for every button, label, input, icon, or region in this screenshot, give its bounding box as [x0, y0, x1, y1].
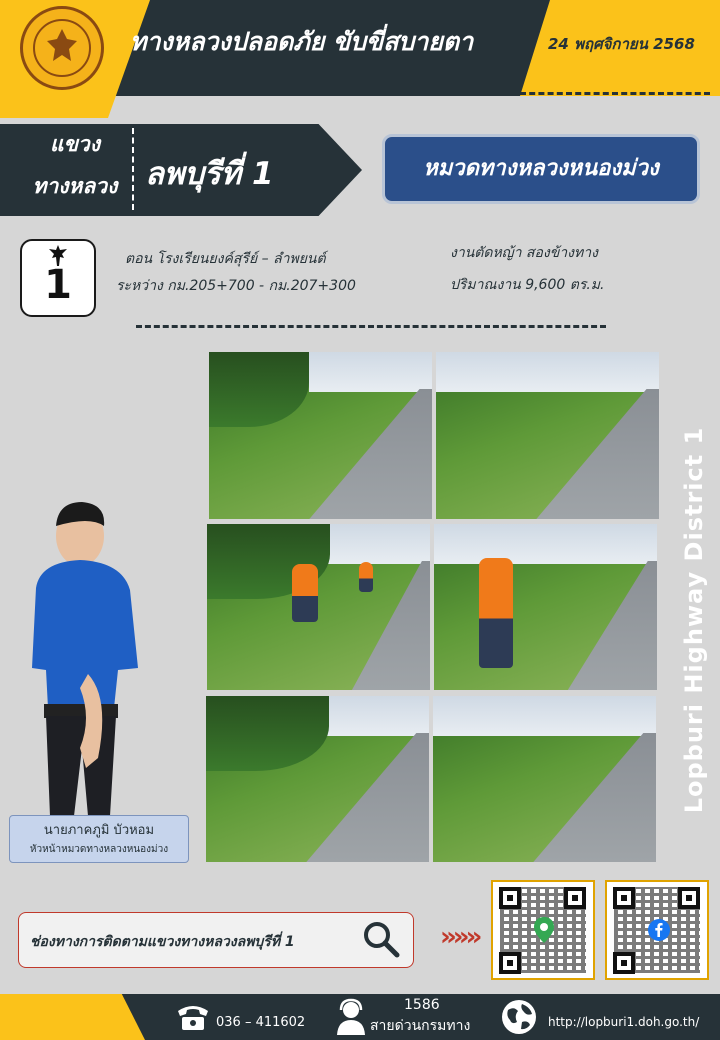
work-type: งานตัดหญ้า สองข้างทาง	[450, 245, 598, 261]
work-photo-2	[436, 352, 659, 519]
map-pin-icon	[533, 916, 555, 944]
header-title: ทางหลวงปลอดภัย ขับขี่สบายตา	[130, 27, 474, 56]
section-divider	[136, 325, 606, 328]
district-label-line2: ทางหลวง	[32, 174, 118, 198]
route-section: ตอน โรงเรียนยงค์สุรีย์ – ลำพยนต์	[125, 251, 326, 267]
search-icon	[360, 918, 402, 960]
header-date: 24 พฤศจิกายน 2568	[548, 35, 695, 53]
footer-accent	[0, 994, 145, 1040]
person-position: หัวหน้าหมวดทางหลวงหนองม่วง	[29, 844, 169, 855]
hotline-label: สายด่วนกรมทาง	[370, 1018, 471, 1034]
phone-icon	[176, 1003, 210, 1031]
unit-name: หมวดทางหลวงหนองม่วง	[423, 156, 659, 181]
work-photo-1	[209, 352, 432, 519]
person-name: นายภาคภูมิ บัวหอม	[43, 823, 155, 838]
facebook-icon	[647, 918, 671, 942]
website-link[interactable]: http://lopburi1.doh.go.th/	[548, 1015, 700, 1029]
phone-number[interactable]: 036 – 411602	[216, 1015, 306, 1030]
qr-code-facebook[interactable]	[605, 880, 709, 980]
district-name: ลพบุรีที่ 1	[145, 156, 274, 192]
arrows-icon: »»»	[440, 922, 479, 952]
work-photo-5	[206, 696, 429, 862]
qr-code-map[interactable]	[491, 880, 595, 980]
globe-icon	[500, 998, 538, 1036]
hotline-icon	[334, 998, 368, 1036]
district-label-line1: แขวง	[50, 132, 100, 156]
work-photo-3	[207, 524, 430, 690]
side-label: Lopburi Highway District 1	[680, 426, 708, 814]
follow-text: ช่องทางการติดตามแขวงทางหลวงลพบุรีที่ 1	[30, 934, 295, 950]
person-photo	[30, 498, 165, 816]
work-photo-6	[433, 696, 656, 862]
work-quantity: ปริมาณงาน 9,600 ตร.ม.	[450, 277, 605, 293]
header-divider	[520, 92, 710, 95]
department-logo	[20, 6, 104, 90]
route-km-range: ระหว่าง กม.205+700 - กม.207+300	[116, 278, 356, 294]
route-number: 1	[44, 262, 72, 308]
hotline-number[interactable]: 1586	[404, 997, 440, 1013]
work-photo-4	[434, 524, 657, 690]
